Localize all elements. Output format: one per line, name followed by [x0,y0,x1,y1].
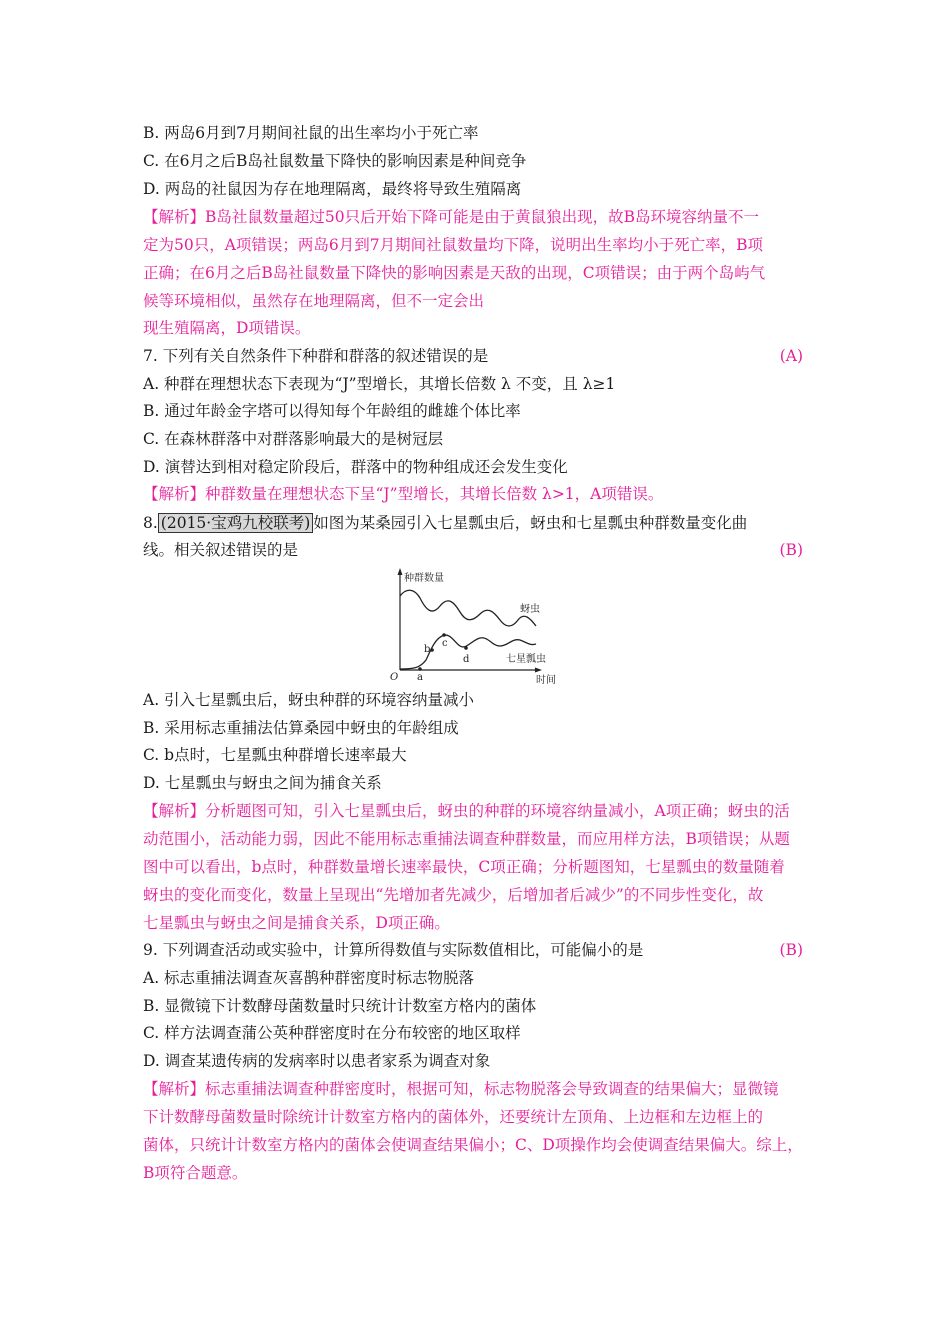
prev-analysis-line: 定为50只，A项错误；两岛6月到7月期间社鼠数量均下降，说明出生率均小于死亡率，B项 [143,236,764,254]
point-d-label: d [463,654,470,665]
aphid-label: 蚜虫 [520,604,540,615]
q9-answer: (B) [779,941,803,959]
x-axis-label: 时间 [536,675,556,686]
y-axis-arrow [398,568,403,575]
point-d [464,646,468,650]
q8-source-tag: (2015·宝鸡九校联考) [158,513,313,533]
prev-analysis-line: 候等环境相似，虽然存在地理隔离，但不一定会出 [143,292,485,310]
origin-label: O [390,672,399,683]
prev-option-b: B. 两岛6月到7月期间社鼠的出生率均小于死亡率 [143,124,479,142]
q7-analysis: 【解析】种群数量在理想状态下呈“J”型增长，其增长倍数 λ>1，A项错误。 [143,485,664,503]
q9-option-b: B. 显微镜下计数酵母菌数量时只统计计数室方格内的菌体 [143,997,537,1015]
q8-option-b: B. 采用标志重捕法估算桑园中蚜虫的年龄组成 [143,719,459,737]
prev-analysis-line: 现生殖隔离，D项错误。 [143,319,311,337]
q7-answer: (A) [779,347,803,365]
prev-analysis-line: 正确；在6月之后B岛社鼠数量下降快的影响因素是天敌的出现，C项错误；由于两个岛屿气 [143,264,766,282]
q9-analysis-line: 菌体，只统计计数室方格内的菌体会使调查结果偏小；C、D项操作均会使调查结果偏大。综上， [143,1136,803,1154]
q9-option-c: C. 样方法调查蒲公英种群密度时在分布较密的地区取样 [143,1024,521,1042]
prev-option-d: D. 两岛的社鼠因为存在地理隔离，最终将导致生殖隔离 [143,180,522,198]
q9-option-a: A. 标志重捕法调查灰喜鹊种群密度时标志物脱落 [143,969,475,987]
q8-analysis-line: 蚜虫的变化而变化，数量上呈现出“先增加者先减少，后增加者后减少”的不同步性变化，故 [143,886,764,904]
q8-analysis-line: 图中可以看出，b点时，种群数量增长速率最快，C项正确；分析题图知，七星瓢虫的数量随着 [143,858,785,876]
q7-option-d: D. 演替达到相对稳定阶段后，群落中的物种组成还会发生变化 [143,458,568,476]
y-axis-label: 种群数量 [404,573,444,584]
q8-option-d: D. 七星瓢虫与蚜虫之间为捕食关系 [143,774,382,792]
point-b-label: b [424,644,431,655]
q7-stem: 7. 下列有关自然条件下种群和群落的叙述错误的是 [143,347,489,365]
ladybird-label: 七星瓢虫 [506,654,546,665]
q9-stem: 9. 下列调查活动或实验中，计算所得数值与实际数值相比，可能偏小的是 [143,941,644,959]
q8-analysis-line: 【解析】分析题图可知，引入七星瓢虫后，蚜虫的种群的环境容纳量减小，A项正确；蚜虫的活 [143,802,790,820]
point-b [430,648,434,652]
q8-option-c: C. b点时，七星瓢虫种群增长速率最大 [143,746,407,764]
q7-option-b: B. 通过年龄金字塔可以得知每个年龄组的雌雄个体比率 [143,402,521,420]
prev-analysis-line: 【解析】B岛社鼠数量超过50只后开始下降可能是由于黄鼠狼出现，故B岛环境容纳量不一 [143,208,760,226]
q8-stem-line-2: 线。相关叙述错误的是 [143,541,299,559]
q7-option-a: A. 种群在理想状态下表现为“J”型增长，其增长倍数 λ 不变，且 λ≥1 [143,375,616,393]
q8-analysis-line: 七星瓢虫与蚜虫之间是捕食关系，D项正确。 [143,914,450,932]
q8-analysis-line: 动范围小，活动能力弱，因此不能用标志重捕法调查种群数量，而应用样方法，B项错误；从题 [143,830,790,848]
point-c [442,633,446,637]
x-axis-arrow [535,668,542,673]
q8-stem-text: 如图为某桑园引入七星瓢虫后，蚜虫和七星瓢虫种群数量变化曲 [313,514,748,532]
point-a [418,667,422,671]
q8-option-a: A. 引入七星瓢虫后，蚜虫种群的环境容纳量减小 [143,691,475,709]
point-c-label: c [442,638,448,649]
q9-analysis-line: B项符合题意。 [143,1164,248,1182]
q9-option-d: D. 调查某遗传病的发病率时以患者家系为调查对象 [143,1052,491,1070]
q8-answer: (B) [779,541,803,559]
population-curve-figure [388,566,568,686]
q8-number: 8. [143,514,158,532]
aphid-curve [400,590,536,626]
point-a-label: a [417,672,423,683]
q8-stem-line-1 [143,513,747,533]
q7-option-c: C. 在森林群落中对群落影响最大的是树冠层 [143,430,444,448]
q9-analysis-line: 下计数酵母菌数量时除统计计数室方格内的菌体外，还要统计左顶角、上边框和左边框上的 [143,1108,764,1126]
prev-option-c: C. 在6月之后B岛社鼠数量下降快的影响因素是种间竞争 [143,152,527,170]
q9-analysis-line: 【解析】标志重捕法调查种群密度时，根据可知，标志物脱落会导致调查的结果偏大；显微镜 [143,1080,779,1098]
